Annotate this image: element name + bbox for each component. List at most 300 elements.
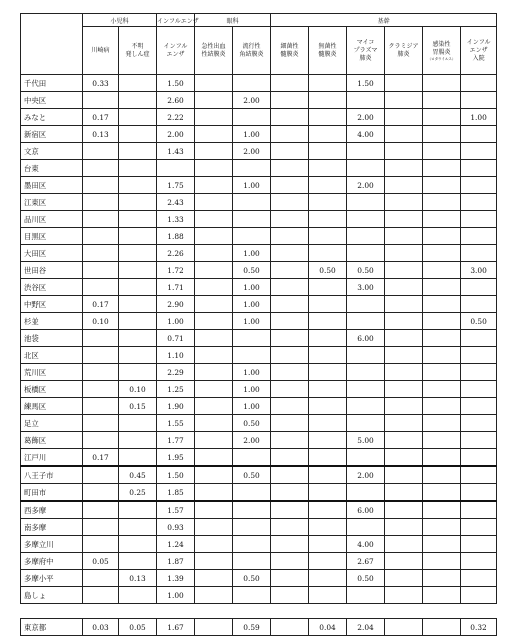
group-header-blank [21, 14, 83, 27]
cell-value [309, 587, 347, 604]
cell-value [347, 449, 385, 467]
cell-value [195, 501, 233, 519]
cell-value [195, 570, 233, 587]
cell-value [271, 466, 309, 484]
cell-value [309, 398, 347, 415]
cell-value [423, 432, 461, 449]
cell-value: 2.26 [157, 245, 195, 262]
cell-value [83, 262, 119, 279]
cell-value [83, 432, 119, 449]
cell-value [423, 415, 461, 432]
total-value: 0.04 [309, 619, 347, 636]
cell-value [271, 211, 309, 228]
cell-value [423, 211, 461, 228]
cell-value [119, 313, 157, 330]
cell-value [83, 245, 119, 262]
cell-value: 1.43 [157, 143, 195, 160]
cell-value [195, 432, 233, 449]
cell-value: 0.93 [157, 519, 195, 536]
total-value: 1.67 [157, 619, 195, 636]
cell-value [195, 262, 233, 279]
table-row [21, 330, 497, 347]
cell-value: 1.85 [157, 484, 195, 502]
cell-value [119, 194, 157, 211]
region-name: 北区 [21, 347, 83, 364]
cell-value [195, 92, 233, 109]
cell-value [119, 415, 157, 432]
region-name: 練馬区 [21, 398, 83, 415]
cell-value: 0.17 [83, 449, 119, 467]
cell-value: 0.10 [83, 313, 119, 330]
cell-value: 0.25 [119, 484, 157, 502]
cell-value: 1.00 [233, 279, 271, 296]
cell-value: 6.00 [347, 501, 385, 519]
cell-value [83, 415, 119, 432]
cell-value [385, 381, 423, 398]
cell-value [423, 92, 461, 109]
cell-value [119, 501, 157, 519]
cell-value [423, 466, 461, 484]
table-row [21, 228, 497, 245]
cell-value: 1.00 [233, 381, 271, 398]
cell-value [385, 398, 423, 415]
cell-value: 5.00 [347, 432, 385, 449]
cell-value [309, 160, 347, 177]
cell-value: 1.95 [157, 449, 195, 467]
cell-value [271, 364, 309, 381]
table-row [21, 296, 497, 313]
cell-value: 1.39 [157, 570, 195, 587]
cell-value [309, 75, 347, 92]
cell-value [233, 536, 271, 553]
cell-value [347, 313, 385, 330]
cell-value [83, 570, 119, 587]
cell-value [347, 211, 385, 228]
cell-value [271, 109, 309, 126]
cell-value [423, 381, 461, 398]
cell-value: 0.50 [309, 262, 347, 279]
cell-value [271, 262, 309, 279]
cell-value [461, 330, 497, 347]
cell-value [119, 245, 157, 262]
cell-value [83, 143, 119, 160]
cell-value [119, 296, 157, 313]
cell-value: 2.00 [233, 432, 271, 449]
cell-value [271, 432, 309, 449]
cell-value [309, 296, 347, 313]
cell-value [83, 347, 119, 364]
cell-value: 1.50 [157, 75, 195, 92]
cell-value [119, 519, 157, 536]
cell-value [233, 501, 271, 519]
cell-value [119, 330, 157, 347]
cell-value [233, 228, 271, 245]
cell-value [83, 160, 119, 177]
cell-value [423, 519, 461, 536]
cell-value: 0.15 [119, 398, 157, 415]
cell-value [385, 143, 423, 160]
cell-value: 1.50 [157, 466, 195, 484]
cell-value: 4.00 [347, 536, 385, 553]
cell-value [385, 347, 423, 364]
cell-value [271, 484, 309, 502]
cell-value [347, 296, 385, 313]
cell-value [385, 501, 423, 519]
cell-value [347, 347, 385, 364]
cell-value [385, 296, 423, 313]
total-row [21, 619, 497, 636]
cell-value: 3.00 [347, 279, 385, 296]
cell-value: 2.90 [157, 296, 195, 313]
cell-value [309, 126, 347, 143]
cell-value [271, 160, 309, 177]
region-name: 墨田区 [21, 177, 83, 194]
region-name: 荒川区 [21, 364, 83, 381]
cell-value: 4.00 [347, 126, 385, 143]
cell-value [119, 279, 157, 296]
cell-value [461, 177, 497, 194]
cell-value: 1.71 [157, 279, 195, 296]
cell-value: 1.57 [157, 501, 195, 519]
cell-value [271, 381, 309, 398]
cell-value [195, 126, 233, 143]
cell-value [195, 177, 233, 194]
cell-value [83, 194, 119, 211]
cell-value [119, 536, 157, 553]
cell-value [195, 211, 233, 228]
cell-value [83, 536, 119, 553]
cell-value [195, 449, 233, 467]
cell-value: 1.00 [233, 296, 271, 313]
column-header-note: （ロタウイルス） [427, 56, 456, 61]
cell-value [195, 296, 233, 313]
cell-value [347, 160, 385, 177]
cell-value [233, 194, 271, 211]
cell-value: 1.72 [157, 262, 195, 279]
cell-value [271, 501, 309, 519]
cell-value [233, 449, 271, 467]
cell-value: 0.05 [83, 553, 119, 570]
cell-value [385, 536, 423, 553]
region-name: 世田谷 [21, 262, 83, 279]
cell-value [461, 143, 497, 160]
cell-value: 0.50 [347, 570, 385, 587]
cell-value: 1.88 [157, 228, 195, 245]
cell-value [119, 143, 157, 160]
cell-value [195, 194, 233, 211]
cell-value [423, 364, 461, 381]
table-row [21, 415, 497, 432]
cell-value [423, 177, 461, 194]
cell-value [271, 415, 309, 432]
table-row [21, 279, 497, 296]
cell-value [271, 570, 309, 587]
table-row [21, 211, 497, 228]
cell-value [347, 194, 385, 211]
column-header-row [21, 27, 497, 75]
table-row [21, 587, 497, 604]
region-name: 文京 [21, 143, 83, 160]
column-header: インフル エンザ [157, 27, 195, 75]
column-header: 不明 発しん症 [119, 27, 157, 75]
cell-value [195, 330, 233, 347]
cell-value [195, 75, 233, 92]
cell-value: 1.25 [157, 381, 195, 398]
region-name: 西多摩 [21, 501, 83, 519]
cell-value: 0.50 [233, 262, 271, 279]
cell-value [83, 364, 119, 381]
table-row [21, 262, 497, 279]
cell-value [385, 75, 423, 92]
cell-value [309, 109, 347, 126]
column-header: 無菌性 髄膜炎 [309, 27, 347, 75]
cell-value: 1.00 [461, 109, 497, 126]
cell-value [271, 177, 309, 194]
column-header: マイコ プラズマ 肺炎 [347, 27, 385, 75]
table-row [21, 570, 497, 587]
cell-value [83, 330, 119, 347]
cell-value: 1.00 [233, 313, 271, 330]
cell-value [195, 364, 233, 381]
cell-value [83, 228, 119, 245]
cell-value [461, 228, 497, 245]
cell-value [119, 364, 157, 381]
cell-value [309, 245, 347, 262]
cell-value [195, 143, 233, 160]
cell-value [461, 347, 497, 364]
region-name: 杉並 [21, 313, 83, 330]
cell-value [423, 570, 461, 587]
cell-value: 1.75 [157, 177, 195, 194]
group-header-row [21, 14, 497, 27]
total-value: 0.32 [461, 619, 497, 636]
cell-value [461, 466, 497, 484]
region-name: 千代田 [21, 75, 83, 92]
cell-value [309, 330, 347, 347]
cell-value [423, 501, 461, 519]
cell-value [271, 143, 309, 160]
cell-value [309, 364, 347, 381]
cell-value [195, 313, 233, 330]
column-header-gastroenteritis [423, 27, 461, 75]
cell-value [385, 194, 423, 211]
cell-value [385, 262, 423, 279]
table-row [21, 501, 497, 519]
cell-value [461, 160, 497, 177]
cell-value [119, 432, 157, 449]
cell-value [461, 536, 497, 553]
cell-value [195, 398, 233, 415]
table-row [21, 75, 497, 92]
table-row [21, 519, 497, 536]
cell-value: 1.00 [157, 313, 195, 330]
region-name: 町田市 [21, 484, 83, 502]
cell-value [461, 398, 497, 415]
cell-value [83, 501, 119, 519]
cell-value [119, 553, 157, 570]
cell-value [309, 415, 347, 432]
cell-value [461, 553, 497, 570]
cell-value [309, 536, 347, 553]
total-value: 2.04 [347, 619, 385, 636]
cell-value: 1.90 [157, 398, 195, 415]
cell-value [309, 279, 347, 296]
region-name: 池袋 [21, 330, 83, 347]
table-row [21, 432, 497, 449]
total-value: 0.05 [119, 619, 157, 636]
cell-value: 2.67 [347, 553, 385, 570]
cell-value [271, 519, 309, 536]
region-name: 大田区 [21, 245, 83, 262]
cell-value [309, 194, 347, 211]
region-name: 中央区 [21, 92, 83, 109]
cell-value [233, 75, 271, 92]
cell-value: 0.71 [157, 330, 195, 347]
cell-value: 1.00 [233, 126, 271, 143]
cell-value [309, 484, 347, 502]
cell-value [461, 211, 497, 228]
region-name: 江東区 [21, 194, 83, 211]
group-header-ophthalmology: 眼科 [195, 14, 271, 27]
region-name: みなと [21, 109, 83, 126]
cell-value [309, 228, 347, 245]
cell-value [423, 143, 461, 160]
cell-value [461, 92, 497, 109]
cell-value [461, 75, 497, 92]
cell-value [271, 313, 309, 330]
column-header: 流行性 角結膜炎 [233, 27, 271, 75]
cell-value [271, 92, 309, 109]
column-header: 川崎病 [83, 27, 119, 75]
cell-value [347, 228, 385, 245]
cell-value [233, 109, 271, 126]
cell-value [347, 92, 385, 109]
total-value: 0.03 [83, 619, 119, 636]
column-header: 急性出血 性結膜炎 [195, 27, 233, 75]
cell-value [195, 587, 233, 604]
region-name: 新宿区 [21, 126, 83, 143]
cell-value [271, 536, 309, 553]
region-name: 島しょ [21, 587, 83, 604]
cell-value [195, 347, 233, 364]
table-row [21, 313, 497, 330]
cell-value [119, 449, 157, 467]
cell-value: 0.33 [83, 75, 119, 92]
cell-value [461, 296, 497, 313]
cell-value: 1.33 [157, 211, 195, 228]
cell-value: 1.77 [157, 432, 195, 449]
cell-value: 0.50 [233, 570, 271, 587]
cell-value [83, 484, 119, 502]
cell-value: 1.00 [233, 398, 271, 415]
cell-value [119, 262, 157, 279]
table-row [21, 536, 497, 553]
cell-value [83, 587, 119, 604]
cell-value [271, 126, 309, 143]
cell-value [119, 587, 157, 604]
cell-value: 0.50 [461, 313, 497, 330]
cell-value [385, 432, 423, 449]
cell-value [385, 160, 423, 177]
region-name: 多摩府中 [21, 553, 83, 570]
cell-value [309, 92, 347, 109]
cell-value [461, 587, 497, 604]
cell-value: 6.00 [347, 330, 385, 347]
cell-value [385, 126, 423, 143]
cell-value [271, 347, 309, 364]
cell-value [119, 109, 157, 126]
cell-value [233, 587, 271, 604]
cell-value: 2.00 [347, 466, 385, 484]
cell-value [461, 126, 497, 143]
column-header: インフル エンザ 入院 [461, 27, 497, 75]
cell-value [271, 449, 309, 467]
cell-value [83, 519, 119, 536]
cell-value [195, 536, 233, 553]
cell-value [461, 381, 497, 398]
cell-value [423, 313, 461, 330]
cell-value [271, 228, 309, 245]
table-row [21, 484, 497, 502]
cell-value: 1.10 [157, 347, 195, 364]
cell-value [271, 398, 309, 415]
cell-value [233, 330, 271, 347]
cell-value [461, 484, 497, 502]
cell-value [271, 245, 309, 262]
region-name: 渋谷区 [21, 279, 83, 296]
cell-value [83, 177, 119, 194]
cell-value [385, 587, 423, 604]
cell-value [423, 228, 461, 245]
cell-value [385, 313, 423, 330]
cell-value [347, 364, 385, 381]
cell-value [195, 228, 233, 245]
table-row [21, 347, 497, 364]
cell-value [271, 553, 309, 570]
cell-value [157, 160, 195, 177]
cell-value [385, 211, 423, 228]
region-name: 目黒区 [21, 228, 83, 245]
table-row [21, 466, 497, 484]
cell-value [423, 398, 461, 415]
cell-value [309, 211, 347, 228]
table-row [21, 109, 497, 126]
cell-value [195, 381, 233, 398]
cell-value [347, 519, 385, 536]
table-row [21, 364, 497, 381]
cell-value: 2.00 [347, 109, 385, 126]
table-row [21, 160, 497, 177]
table-row [21, 398, 497, 415]
cell-value [385, 466, 423, 484]
cell-value [309, 519, 347, 536]
cell-value: 1.24 [157, 536, 195, 553]
cell-value: 2.22 [157, 109, 195, 126]
table-row [21, 177, 497, 194]
cell-value [119, 347, 157, 364]
group-header-sentinel: 基幹 [271, 14, 497, 27]
cell-value [347, 587, 385, 604]
cell-value [195, 109, 233, 126]
cell-value [347, 143, 385, 160]
cell-value [385, 519, 423, 536]
cell-value [83, 466, 119, 484]
cell-value: 2.60 [157, 92, 195, 109]
total-value [385, 619, 423, 636]
cell-value [385, 364, 423, 381]
region-name: 品川区 [21, 211, 83, 228]
cell-value [423, 347, 461, 364]
